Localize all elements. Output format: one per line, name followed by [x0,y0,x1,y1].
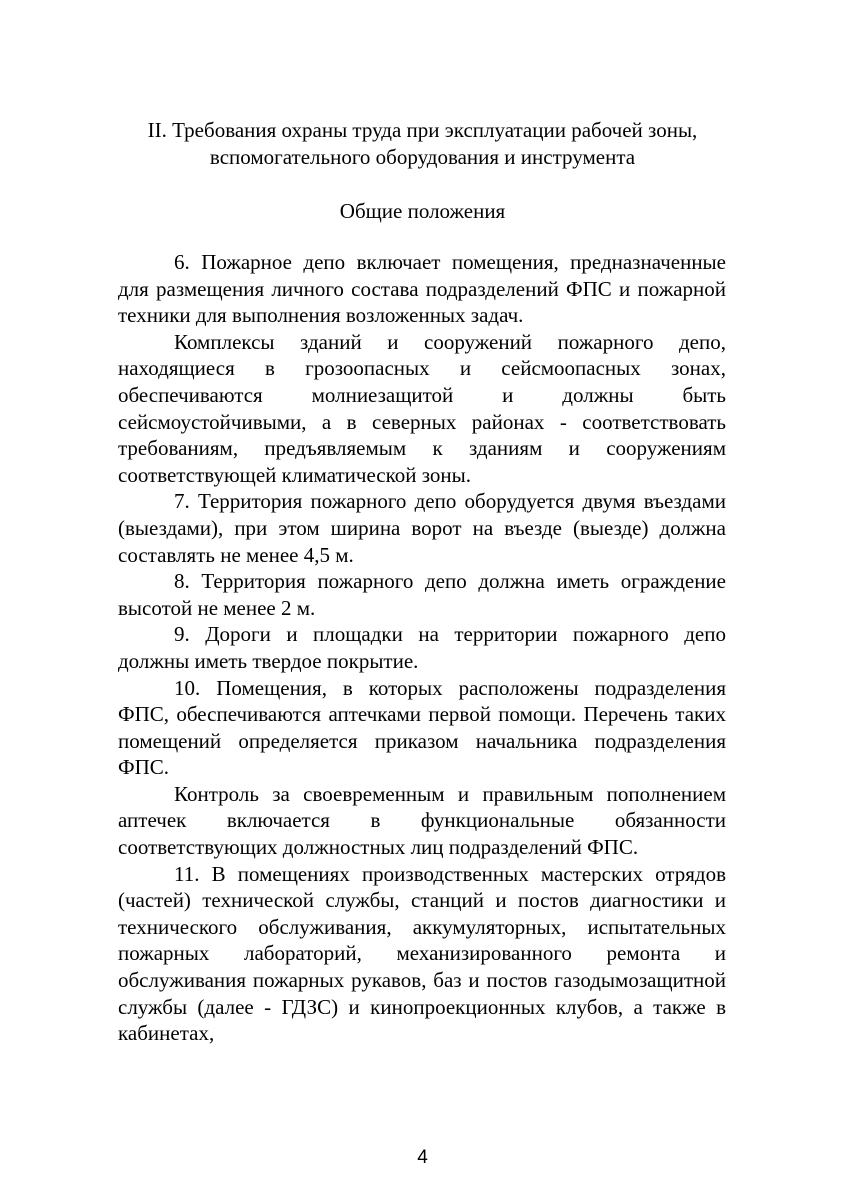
paragraph-7: 7. Территория пожарного депо оборудуется двумя въездами (выездами), при этом ширина ворот на въезде (выезде) должна составлять не менее 4,5 м. [118,489,726,567]
body-text [118,249,726,1047]
paragraph-10: 10. Помещения, в которых расположены подразделения ФПС, обеспечиваются аптечками первой помощи. Перечень таких помещений определяется приказом начальника подразделения ФПС. [118,675,726,780]
page-number: 4 [417,1147,428,1168]
paragraph-6: 6. Пожарное депо включает помещения, предназначенные для размещения личного состава подразделений ФПС и пожарной техники для выполнения возложенных задач. [118,250,726,328]
section-heading: II. Требования охраны труда при эксплуатации рабочей зоны, вспомогательного оборудования и инструмента [147,118,698,169]
paragraph-9: 9. Дороги и площадки на территории пожарного депо должны иметь твердое покрытие. [118,622,726,673]
paragraph-6-continued: Комплексы зданий и сооружений пожарного депо, находящиеся в грозоопасных и сейсмоопасных зонах, обеспечиваются молниезащитой и должны быть сейсмоустойчивыми, а в северных районах - соответствовать требованиям, предъявляемым к зданиям и сооружениям соответствующей климатической зоны. [118,329,726,487]
subsection-title: Общие положения [339,199,506,223]
paragraph-11: 11. В помещениях производственных мастерских отрядов (частей) технической службы, станций и постов диагностики и технического обслуживания, аккумуляторных, испытательных пожарных лабораторий, механизированного ремонта и обслуживания пожарных рукавов, баз и постов газодымозащитной службы (далее - ГДЗС) и кинопроекционных клубов, а также в кабинетах, [118,861,726,1046]
paragraph-8: 8. Территория пожарного депо должна иметь ограждение высотой не менее 2 м. [118,569,726,620]
paragraph-10-continued: Контроль за своевременным и правильным пополнением аптечек включается в функциональные обязанности соответствующих должностных лиц подразделений ФПС. [118,781,726,860]
